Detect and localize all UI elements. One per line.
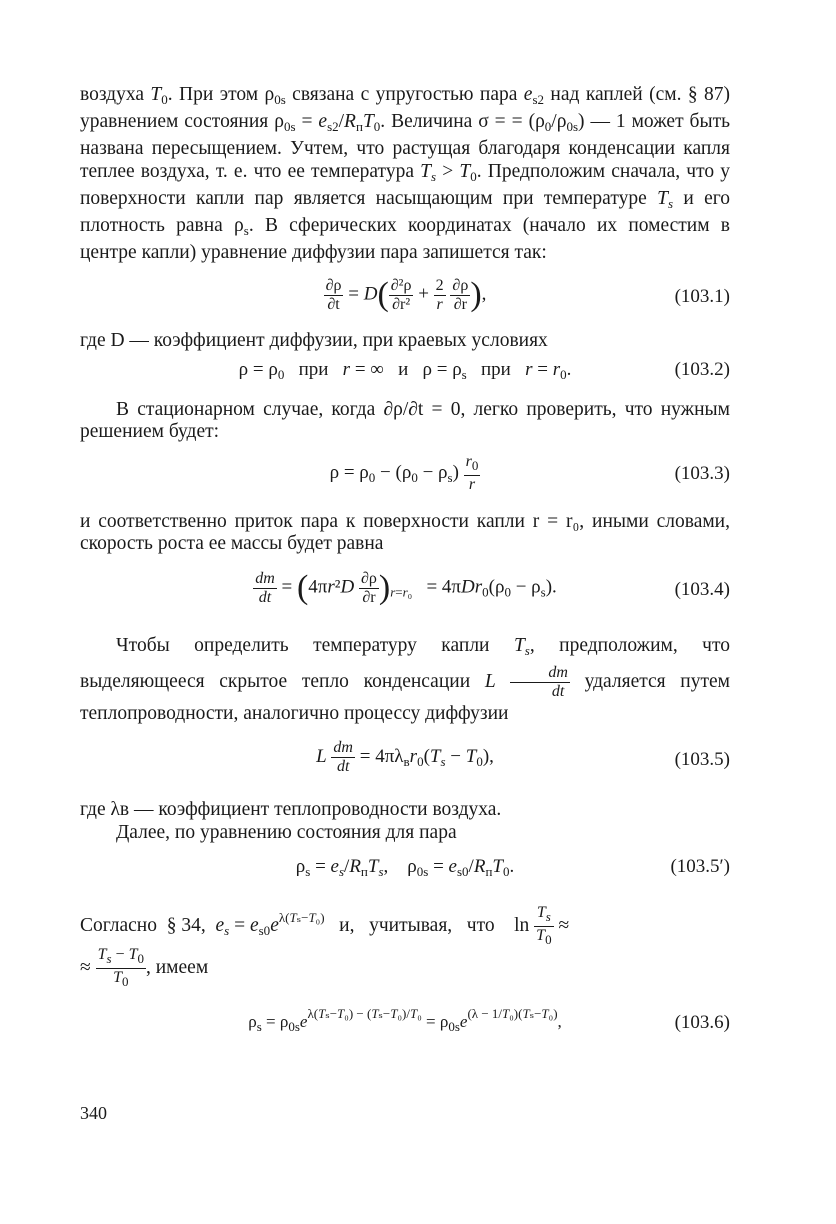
equation-number: (103.2): [674, 358, 730, 380]
paragraph-1: воздуха $T_0$. При этом $\rho_{0s}$ связана с упругостью пара $e_{s2}$ над каплей (см. § 87) уравнением состояния $\rho_{0s} = e_{s2}/R_пT_0$. Величина σ = = $(\rho_0/\rho_{0s})$ — 1 может быть названа пересыщением. Учтем, что растущая благодаря конденсации капля теплее воздуха, т. е. что ее температура $T_s > T_0$. Предположим сначала, что у поверхности капли пар является насыщающим при температуре $T_s$ и его плотность равна $\rho_s$. В сферических координатах (начало их поместим в центре капли) уравнение диффузии пара запишется так:: [80, 84, 731, 264]
paragraph-6: где λв — коэффициент теплопроводности воздуха.: [80, 799, 502, 821]
paragraph-3: В стационарном случае, когда ∂ρ/∂t = 0, легко проверить, что нужным решением будет:: [80, 398, 730, 442]
equation-103-6: $\rho_s = \rho_{0s}e^{\lambda(T_s-T_0) - (T_s-T_0)/T_0} = \rho_{0s}e^{(\lambda - 1/T_0)(T_s-T_0)}$, (103.6): [248, 1005, 730, 1034]
equation-number: (103.5): [674, 749, 730, 771]
equation-number: (103.5′): [670, 855, 730, 877]
equation-103-4: $\frac{dm}{dt}$ = (4πr²D $\frac{\partial\rho}{\partial r}$ )$_{r=r_0} = 4\pi Dr_0(\rho_0 - \rho_s)$. (103.4): [255, 569, 730, 607]
paragraph-2: где D — коэффициент диффузии, при краевых условиях: [80, 330, 548, 352]
page-body: [80, 80, 730, 1180]
paragraph-4: и соответственно приток пара к поверхности капли r = r₀, иными словами, скорость роста ее массы будет равна: [80, 511, 730, 555]
paragraph-8: Согласно § 34, $e_s = e_{s0}e^{\lambda(T_s-T_0)}$ и, учитывая, что ln $\frac{T_s}{T_0}$ ≈ ≈ $\frac{T_s - T_0}{T_0}$ , имеем: [80, 903, 570, 989]
equation-103-2: $\rho = \rho_0$ при r = ∞ и $\rho = \rho_s$ при $r = r_0$. (103.2): [238, 358, 730, 382]
equation-103-3: $\rho = \rho_0 - (\rho_0 - \rho_s)$ $\frac{r_0}{r}$ (103.3): [329, 453, 730, 494]
equation-103-1: $\frac{\partial\rho}{\partial t}$ = D( $\frac{\text{∂²ρ}}{\text{∂r²}}$ + $\frac{2}{r}$ $\frac{\partial\rho}{\partial r}$ ), (103.1): [325, 276, 730, 314]
equation-number: (103.1): [674, 286, 730, 308]
page-number: 340: [80, 1103, 107, 1123]
equation-103-5-prime: $\rho_s = e_s/R_пT_s$, $\rho_{0s} = e_{s0}/R_пT_0$. (103.5′): [295, 855, 730, 879]
equation-103-5: L $\frac{dm}{dt}$ = $4\pi\lambda_вr_0(T_s - T_0)$, (103.5): [316, 739, 730, 776]
equation-number: (103.3): [674, 463, 730, 485]
paragraph-7: Далее, по уравнению состояния для пара: [116, 821, 457, 843]
paragraph-5: Чтобы определить температуру капли $T_s$, предположим, что выделяющееся скрытое тепло конденсации L $\frac{dm}{dt}$ удаляется путем теплопроводности, аналогично процессу диффузии: [80, 635, 731, 725]
equation-number: (103.6): [674, 1011, 730, 1033]
equation-number: (103.4): [674, 579, 730, 601]
